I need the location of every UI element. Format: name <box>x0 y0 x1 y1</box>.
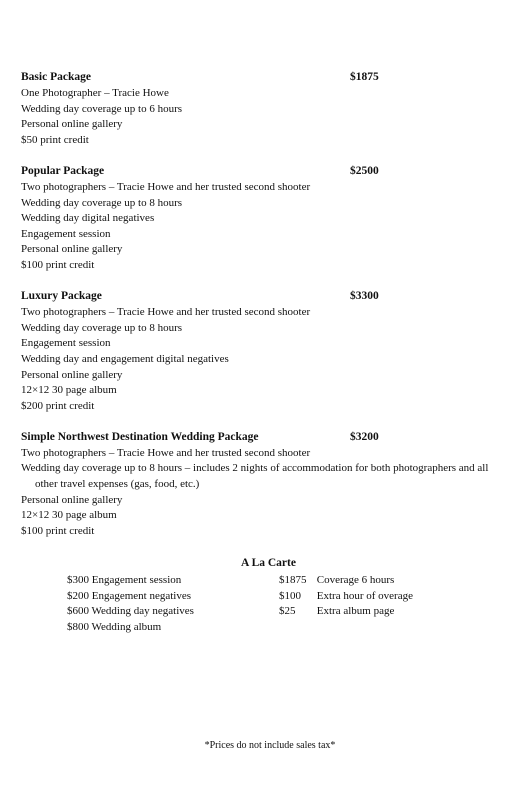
a-la-carte-section <box>0 556 528 633</box>
package-price: $1875 <box>350 71 379 83</box>
a-la-carte-price: $1875 <box>279 574 307 586</box>
package-items <box>21 86 501 148</box>
package-item: $200 print credit <box>21 399 95 412</box>
package-price: $3300 <box>350 290 379 303</box>
package-item: Wedding day coverage up to 8 hours – includes 2 nights of accommodation for both photographers and all other travel expenses (gas, food, etc.) <box>21 462 489 491</box>
a-la-carte-item: $200 Engagement negatives <box>67 589 192 602</box>
package-items <box>21 180 501 274</box>
package-popular <box>21 164 501 274</box>
a-la-carte-item <box>279 589 413 605</box>
package-basic <box>21 70 501 148</box>
package-item: Personal online gallery <box>21 118 123 131</box>
package-name: Luxury Package <box>21 290 102 303</box>
a-la-carte-left-column <box>67 573 194 635</box>
package-item: Wedding day and engagement digital negatives <box>21 352 229 365</box>
a-la-carte-price: $100 <box>279 589 301 602</box>
package-item: Personal online gallery <box>21 493 123 506</box>
package-item: Wedding day coverage up to 8 hours <box>21 321 183 334</box>
a-la-carte-label: Extra album page <box>316 605 395 618</box>
a-la-carte-item <box>279 604 413 620</box>
package-name: Basic Package <box>21 71 91 83</box>
package-item: 12×12 30 page album <box>21 509 117 522</box>
a-la-carte-label: Coverage 6 hours <box>316 574 395 586</box>
package-item: Wedding day coverage up to 8 hours <box>21 196 183 209</box>
package-luxury <box>21 289 501 414</box>
package-item: Engagement session <box>21 227 111 240</box>
sales-tax-footnote: *Prices do not include sales tax* <box>204 740 336 751</box>
package-destination <box>21 430 501 540</box>
package-item: $50 print credit <box>21 133 89 146</box>
package-item: 12×12 30 page album <box>21 384 117 397</box>
package-header <box>21 70 501 86</box>
package-name: Simple Northwest Destination Wedding Package <box>21 430 259 443</box>
package-item: Engagement session <box>21 337 111 350</box>
a-la-carte-item: $800 Wedding album <box>67 620 162 633</box>
a-la-carte-title: A La Carte <box>241 557 296 569</box>
a-la-carte-item: $600 Wedding day negatives <box>67 605 194 618</box>
a-la-carte-price: $25 <box>279 605 296 618</box>
a-la-carte-right-column <box>279 573 413 620</box>
package-item: Personal online gallery <box>21 243 123 256</box>
package-header <box>21 289 501 305</box>
a-la-carte-label: Extra hour of overage <box>316 589 413 602</box>
a-la-carte-item: $300 Engagement session <box>67 574 182 586</box>
package-items <box>21 305 501 414</box>
package-item: Wedding day digital negatives <box>21 212 155 225</box>
package-item: $100 print credit <box>21 258 95 271</box>
packages-list <box>21 70 501 555</box>
package-price: $2500 <box>350 164 379 177</box>
package-item: Two photographers – Tracie Howe and her trusted second shooter <box>21 306 311 319</box>
package-header <box>21 430 501 446</box>
package-item: $100 print credit <box>21 524 95 537</box>
package-item: One Photographer – Tracie Howe <box>21 87 169 99</box>
package-name: Popular Package <box>21 164 105 177</box>
package-items <box>21 446 501 540</box>
package-item: Two photographers – Tracie Howe and her trusted second shooter <box>21 446 311 459</box>
package-price: $3200 <box>350 430 379 443</box>
package-item: Wedding day coverage up to 6 hours <box>21 102 183 115</box>
package-item: Two photographers – Tracie Howe and her trusted second shooter <box>21 180 311 193</box>
package-item: Personal online gallery <box>21 368 123 381</box>
package-header <box>21 164 501 180</box>
a-la-carte-item <box>279 573 413 589</box>
